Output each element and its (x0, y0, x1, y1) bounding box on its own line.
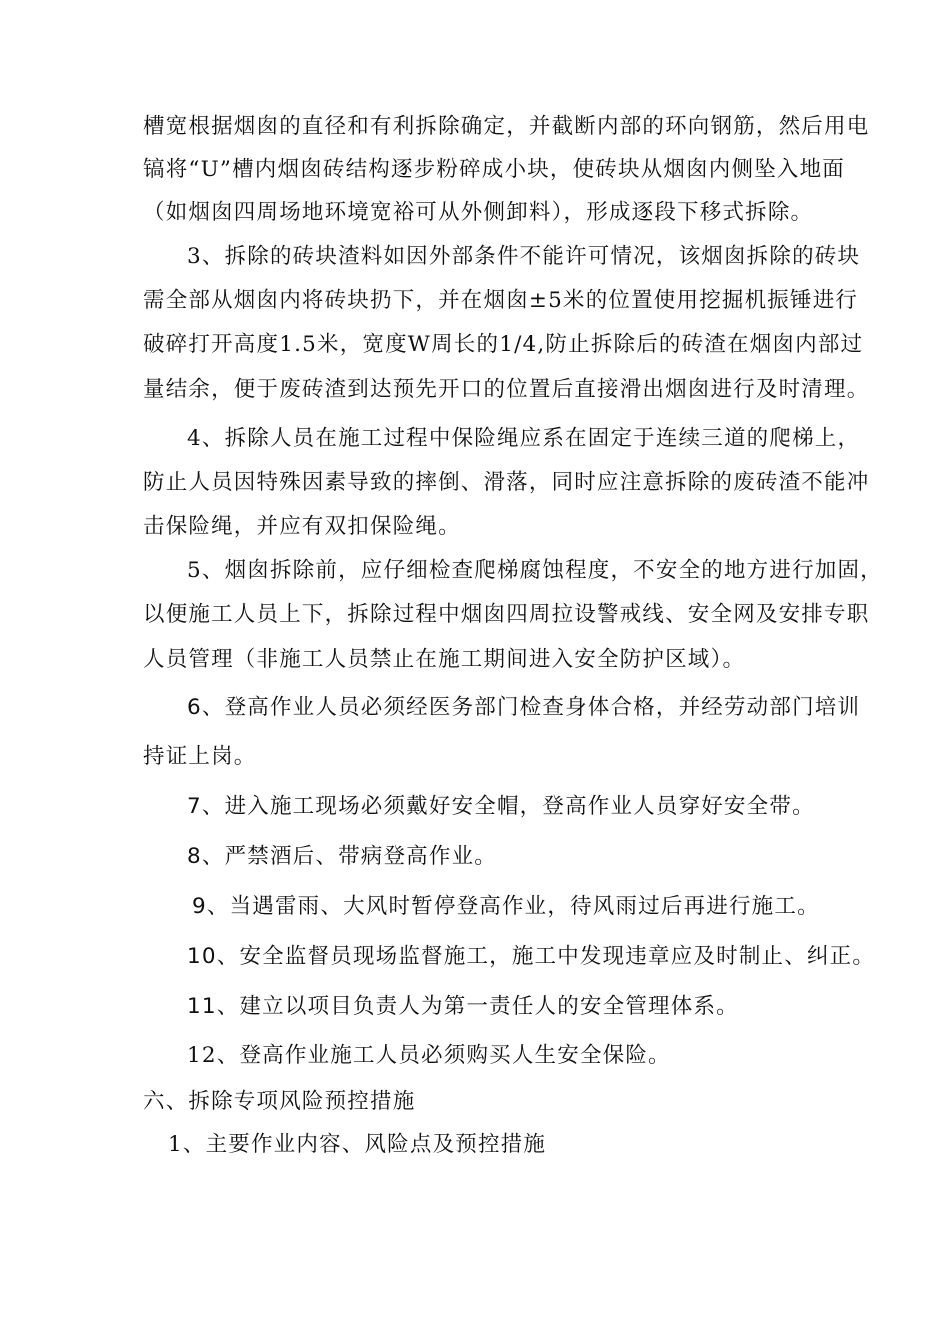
paragraph-line: 4、拆除人员在施工过程中保险绳应系在固定于连续三道的爬梯上， (187, 426, 861, 451)
paragraph-line: 6、登高作业人员必须经医务部门检查身体合格，并经劳动部门培训 (187, 695, 861, 720)
paragraph-line: 击保险绳，并应有双扣保险绳。 (143, 514, 461, 539)
paragraph-line: 9、当遇雷雨、大风时暂停登高作业，待风雨过后再进行施工。 (192, 894, 820, 919)
paragraph-line: 人员管理（非施工人员禁止在施工期间进入安全防护区域）。 (143, 647, 746, 672)
section-heading: 六、拆除专项风险预控措施 (143, 1089, 416, 1114)
paragraph-line: 破碎打开高度1.5米，宽度W周长的1/4,防止拆除后的砖渣在烟囱内部过 (143, 332, 864, 357)
paragraph-line: （如烟囱四周场地环境宽裕可从外侧卸料），形成逐段下移式拆除。 (143, 200, 814, 225)
subsection-heading: 1、主要作业内容、风险点及预控措施 (168, 1132, 547, 1157)
paragraph-line: 8、严禁酒后、带病登高作业。 (187, 844, 497, 869)
paragraph-line: 12、登高作业施工人员必须购买人生安全保险。 (187, 1043, 671, 1068)
paragraph-line: 7、进入施工现场必须戴好安全帽，登高作业人员穿好安全带。 (187, 794, 815, 819)
paragraph-line: 防止人员因特殊因素导致的摔倒、滑落，同时应注意拆除的废砖渣不能冲 (143, 470, 870, 495)
paragraph-line: 持证上岗。 (143, 744, 257, 769)
paragraph-line: 镐将“U”槽内烟囱砖结构逐步粉碎成小块，使砖块从烟囱内侧坠入地面 (143, 157, 846, 182)
paragraph-line: 11、建立以项目负责人为第一责任人的安全管理体系。 (187, 994, 739, 1019)
paragraph-line: 槽宽根据烟囱的直径和有利拆除确定，并截断内部的环向钢筋，然后用电 (143, 114, 870, 139)
paragraph-line: 量结余，便于废砖渣到达预先开口的位置后直接滑出烟囱进行及时清理。 (143, 377, 870, 402)
paragraph-line: 10、安全监督员现场监督施工，施工中发现违章应及时制止、纠正。 (187, 944, 876, 969)
paragraph-line: 5、烟囱拆除前，应仔细检查爬梯腐蚀程度，不安全的地方进行加固， (187, 558, 883, 583)
paragraph-line: 需全部从烟囱内将砖块扔下，并在烟囱±5米的位置使用挖掘机振锤进行 (143, 288, 859, 313)
paragraph-line: 以便施工人员上下，拆除过程中烟囱四周拉设警戒线、安全网及安排专职 (143, 602, 870, 627)
paragraph-line: 3、拆除的砖块渣料如因外部条件不能许可情况，该烟囱拆除的砖块 (187, 244, 861, 269)
